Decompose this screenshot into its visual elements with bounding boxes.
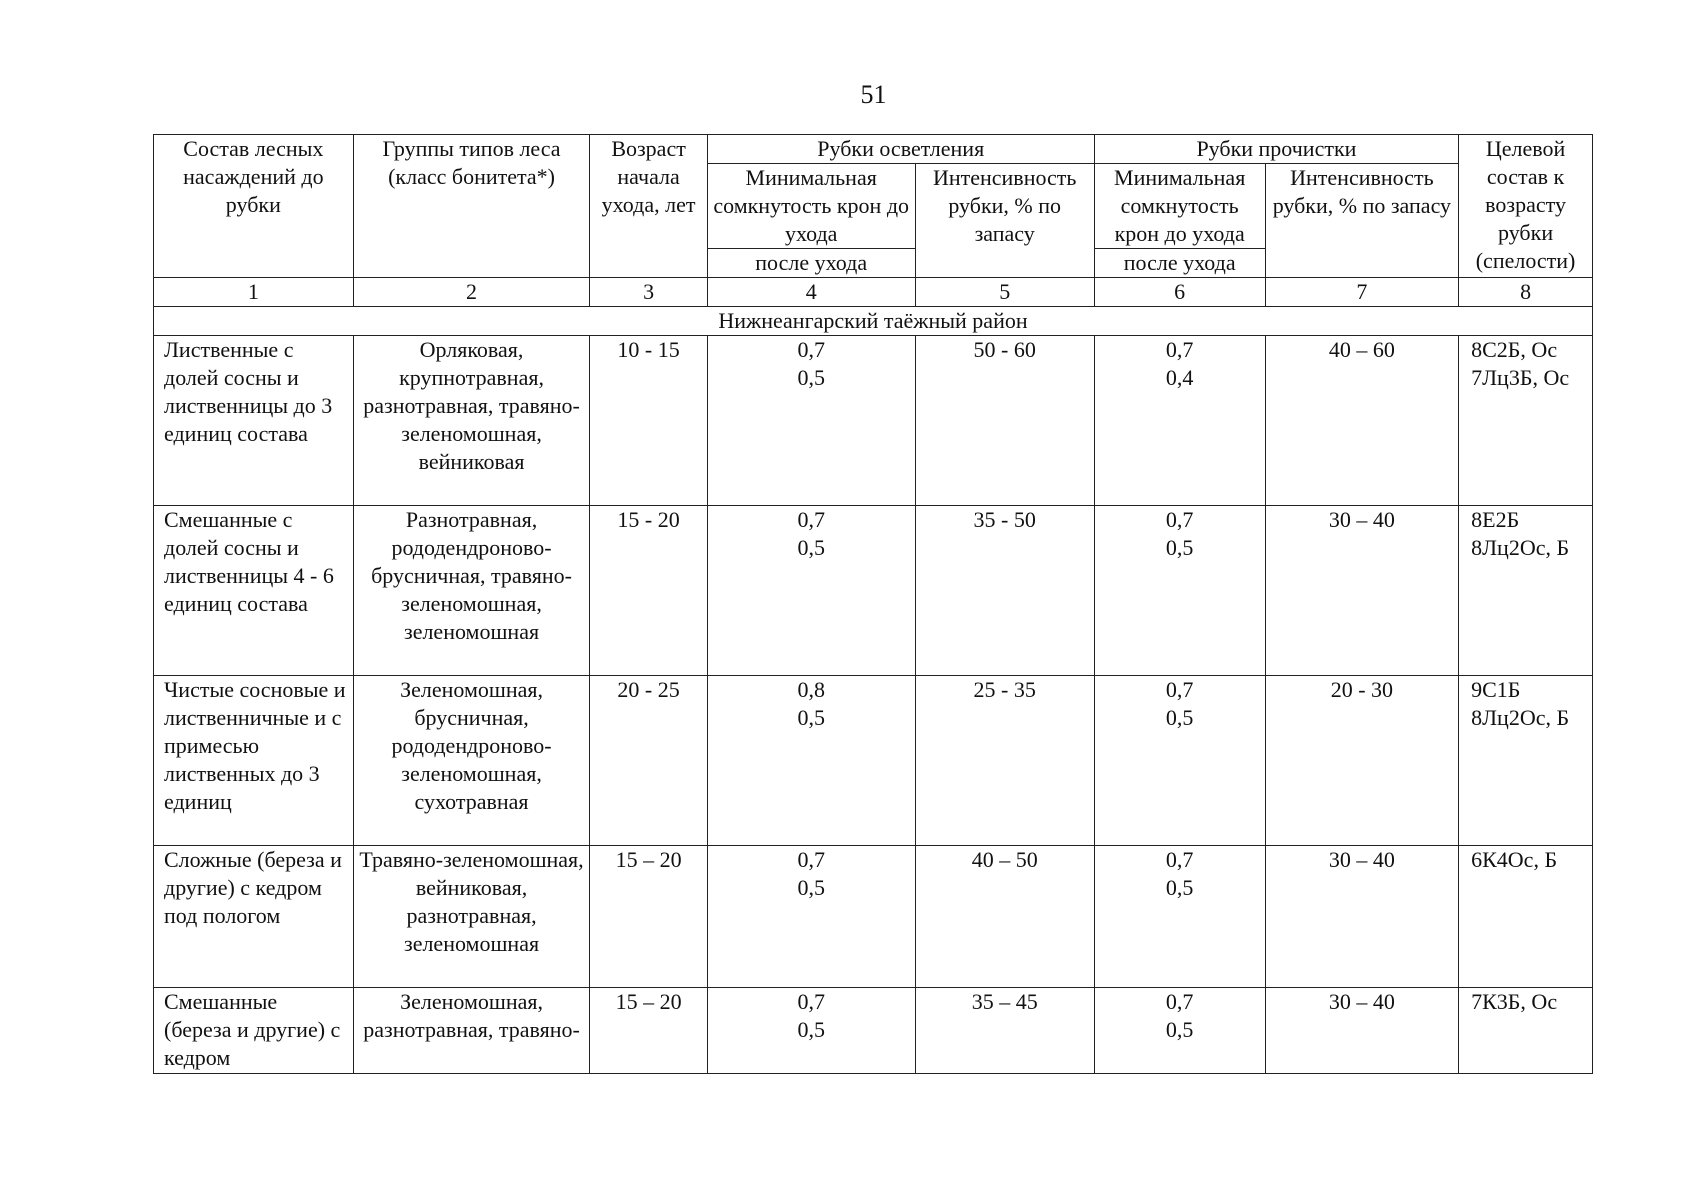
density-before: 0,7 — [797, 847, 825, 872]
clearing-density-cell — [707, 506, 915, 676]
target-cell — [1459, 988, 1593, 1074]
column-number: 8 — [1459, 278, 1593, 307]
header-composition: Состав лесных насаждений до рубки — [154, 135, 354, 278]
table-row — [154, 676, 1593, 846]
forest-groups-cell: Травяно-зеленомошная, вейниковая, разнотравная, зеленомошная — [353, 846, 590, 988]
cleaning-density-cell — [1094, 988, 1265, 1074]
cleaning-intensity-cell: 30 – 40 — [1265, 846, 1459, 988]
header-min-density: Минимальная сомкнутость крон до ухода — [707, 164, 915, 249]
density-after: 0,5 — [797, 875, 825, 900]
composition-cell: Сложные (береза и другие) с кедром под пологом — [154, 846, 354, 988]
density-before: 0,7 — [797, 337, 825, 362]
target-line: 7Лц3Б, Ос — [1471, 365, 1570, 390]
density-after: 0,5 — [797, 705, 825, 730]
table-row — [154, 506, 1593, 676]
column-number: 3 — [590, 278, 707, 307]
column-number: 5 — [915, 278, 1094, 307]
clearing-density-cell — [707, 846, 915, 988]
density-after: 0,5 — [797, 535, 825, 560]
table-row — [154, 846, 1593, 988]
target-cell — [1459, 506, 1593, 676]
density-before: 0,8 — [797, 677, 825, 702]
clearing-intensity-cell: 35 - 50 — [915, 506, 1094, 676]
target-line: 8Е2Б — [1471, 507, 1520, 532]
header-cleaning: Рубки прочистки — [1094, 135, 1458, 164]
forest-care-table — [153, 134, 1593, 1074]
table-row — [154, 988, 1593, 1074]
cleaning-intensity-cell: 40 – 60 — [1265, 336, 1459, 506]
target-line: 8Лц2Ос, Б — [1471, 535, 1570, 560]
header-forest-groups: Группы типов леса (класс бонитета*) — [353, 135, 590, 278]
clearing-density-cell — [707, 336, 915, 506]
target-cell — [1459, 846, 1593, 988]
cleaning-density-cell — [1094, 336, 1265, 506]
density-before: 0,7 — [797, 989, 825, 1014]
region-row — [154, 307, 1593, 336]
header-intensity-clean: Интенсивность рубки, % по запасу — [1265, 164, 1459, 278]
target-line: 8Лц2Ос, Б — [1471, 705, 1570, 730]
table-row — [154, 336, 1593, 506]
target-cell — [1459, 336, 1593, 506]
density-after: 0,4 — [1165, 365, 1194, 390]
age-cell: 15 - 20 — [590, 506, 707, 676]
cleaning-intensity-cell: 30 – 40 — [1265, 988, 1459, 1074]
density-after: 0,5 — [1165, 1017, 1194, 1042]
forest-groups-cell: Разнотравная, рододендроново-брусничная, травяно-зеленомошная, зеленомошная — [353, 506, 590, 676]
target-cell — [1459, 676, 1593, 846]
clearing-density-cell — [707, 676, 915, 846]
forest-groups-cell: Зеленомошная, разнотравная, травяно- — [353, 988, 590, 1074]
column-number-row — [154, 278, 1593, 307]
clearing-intensity-cell: 50 - 60 — [915, 336, 1094, 506]
composition-cell: Смешанные с долей сосны и лиственницы 4 - 6 единиц состава — [154, 506, 354, 676]
header-after-care: после ухода — [707, 249, 915, 278]
density-after: 0,5 — [1165, 875, 1194, 900]
cleaning-density-cell — [1094, 846, 1265, 988]
clearing-intensity-cell: 35 – 45 — [915, 988, 1094, 1074]
target-line: 9С1Б — [1471, 677, 1521, 702]
density-after: 0,5 — [797, 365, 825, 390]
header-target: Целевой состав к возрасту рубки (спелости) — [1459, 135, 1593, 278]
composition-cell: Лиственные с долей сосны и лиственницы до 3 единиц состава — [154, 336, 354, 506]
density-before: 0,7 — [1165, 847, 1194, 872]
header-age: Возраст начала ухода, лет — [590, 135, 707, 278]
column-number: 7 — [1265, 278, 1459, 307]
cleaning-density-cell — [1094, 506, 1265, 676]
clearing-density-cell — [707, 988, 915, 1074]
cleaning-intensity-cell: 20 - 30 — [1265, 676, 1459, 846]
age-cell: 15 – 20 — [590, 846, 707, 988]
column-number: 1 — [154, 278, 354, 307]
forest-groups-cell: Орляковая, крупнотравная, разнотравная, травяно-зеленомошная, вейниковая — [353, 336, 590, 506]
age-cell: 20 - 25 — [590, 676, 707, 846]
forest-groups-cell: Зеленомошная, брусничная, рододендроново-зеленомошная, сухотравная — [353, 676, 590, 846]
cleaning-density-cell — [1094, 676, 1265, 846]
density-before: 0,7 — [1165, 989, 1194, 1014]
density-before: 0,7 — [1165, 337, 1194, 362]
column-number: 4 — [707, 278, 915, 307]
header-clearing: Рубки осветления — [707, 135, 1094, 164]
density-before: 0,7 — [1165, 677, 1194, 702]
density-after: 0,5 — [1165, 535, 1194, 560]
header-intensity: Интенсивность рубки, % по запасу — [915, 164, 1094, 278]
density-after: 0,5 — [797, 1017, 825, 1042]
age-cell: 15 – 20 — [590, 988, 707, 1074]
target-line: 7К3Б, Ос — [1471, 989, 1558, 1014]
composition-cell: Чистые сосновые и лиственничные и с примесью лиственных до 3 единиц — [154, 676, 354, 846]
header-after-care-clean: после ухода — [1094, 249, 1265, 278]
column-number: 2 — [353, 278, 590, 307]
density-after: 0,5 — [1165, 705, 1194, 730]
region-title: Нижнеангарский таёжный район — [154, 307, 1593, 336]
clearing-intensity-cell: 40 – 50 — [915, 846, 1094, 988]
composition-cell: Смешанные (береза и другие) с кедром — [154, 988, 354, 1074]
clearing-intensity-cell: 25 - 35 — [915, 676, 1094, 846]
header-min-density-clean: Минимальная сомкнутость крон до ухода — [1094, 164, 1265, 249]
cleaning-intensity-cell: 30 – 40 — [1265, 506, 1459, 676]
age-cell: 10 - 15 — [590, 336, 707, 506]
density-before: 0,7 — [797, 507, 825, 532]
density-before: 0,7 — [1165, 507, 1194, 532]
page-number: 51 — [860, 80, 887, 109]
column-number: 6 — [1094, 278, 1265, 307]
target-line: 6К4Ос, Б — [1471, 847, 1558, 872]
target-line: 8С2Б, Ос — [1471, 337, 1558, 362]
